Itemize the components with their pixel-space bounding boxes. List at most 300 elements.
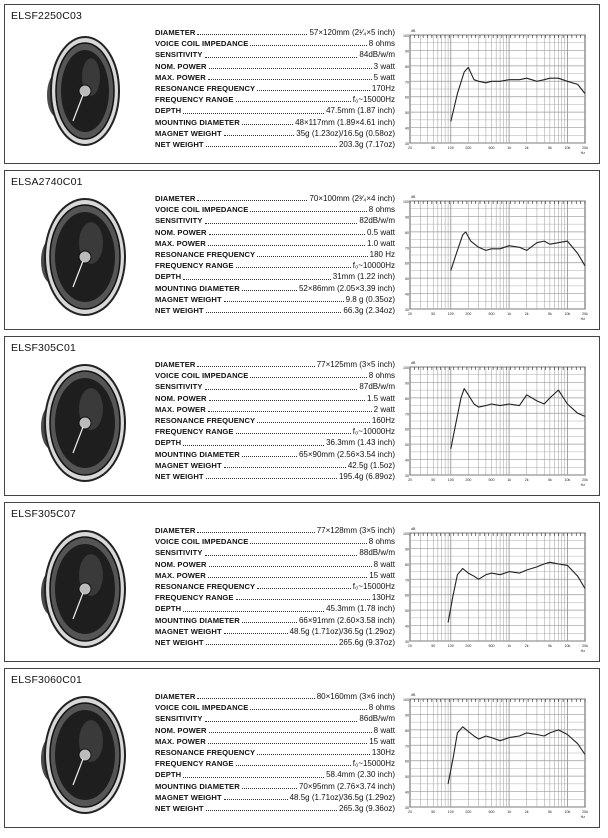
leader-dots — [250, 709, 366, 710]
spec-label: NET WEIGHT — [155, 306, 204, 316]
leader-dots — [257, 90, 370, 91]
speaker-illustration — [27, 525, 137, 653]
speaker-illustration — [27, 691, 137, 819]
spec-label: RESONANCE FREQUENCY — [155, 250, 256, 260]
leader-dots — [250, 45, 366, 46]
spec-value: 8 ohms — [368, 537, 395, 547]
oval-speaker-photo-icon — [27, 691, 137, 819]
spec-label: MAX. POWER — [155, 570, 206, 580]
spec-label: MOUNTING DIAMETER — [155, 283, 240, 293]
leader-dots — [242, 290, 297, 291]
y-tick-label: 30 — [405, 308, 409, 312]
spec-value: 15 watt — [369, 736, 395, 746]
spec-label: DEPTH — [155, 770, 182, 780]
spec-value: 180 Hz — [369, 250, 395, 260]
spec-row — [155, 758, 395, 769]
leader-dots — [209, 732, 372, 733]
spec-row — [155, 227, 395, 238]
leader-dots — [197, 34, 307, 35]
leader-dots — [242, 622, 297, 623]
spec-value: 70×100mm (2³⁄₄×4 inch) — [309, 194, 395, 203]
leader-dots — [208, 743, 367, 744]
model-number: ELSF305C01 — [11, 342, 77, 354]
y-tick-label: 70 — [405, 412, 409, 417]
x-tick-label: 20 — [408, 810, 412, 814]
spec-label: RESONANCE FREQUENCY — [155, 84, 256, 94]
x-tick-label: 500 — [488, 810, 495, 814]
spec-value: 0.5 watt — [366, 227, 395, 237]
spec-value: 58.4mm (2.30 inch) — [326, 770, 395, 780]
spec-label: VOICE COIL IMPEDANCE — [155, 371, 249, 381]
spec-label: VOICE COIL IMPEDANCE — [155, 39, 249, 49]
x-tick-label: 500 — [488, 312, 495, 316]
spec-label: DIAMETER — [155, 194, 196, 203]
x-tick-label: 1k — [507, 478, 512, 482]
y-tick-label: 40 — [405, 624, 409, 629]
spec-row — [155, 117, 395, 128]
spec-label: RESONANCE FREQUENCY — [155, 416, 256, 426]
oval-speaker-photo-icon — [27, 525, 137, 653]
spec-row — [155, 305, 395, 316]
spec-value: 15 watt — [369, 570, 395, 580]
y-tick-label: 40 — [405, 790, 409, 795]
spec-row — [155, 437, 395, 448]
leader-dots — [209, 234, 365, 235]
frequency-response-chart — [400, 357, 595, 487]
spec-label: DIAMETER — [155, 692, 196, 701]
y-tick-label: 90 — [405, 381, 409, 386]
y-unit-label: dB — [411, 527, 416, 531]
spec-row — [155, 128, 395, 139]
spec-label: DEPTH — [155, 106, 182, 116]
leader-dots — [257, 754, 370, 755]
spec-label: MAX. POWER — [155, 238, 206, 248]
y-tick-label: 80 — [405, 728, 409, 733]
x-tick-label: 10k — [564, 312, 571, 316]
chart-svg — [400, 191, 595, 321]
y-tick-label: 60 — [405, 593, 409, 598]
leader-dots — [206, 644, 337, 645]
leader-dots — [236, 267, 351, 268]
spec-value: 65×90mm (2.56×3.54 inch) — [298, 449, 395, 459]
spec-row — [155, 283, 395, 294]
x-unit-label: Hz — [580, 815, 585, 819]
x-tick-label: 50 — [431, 478, 436, 482]
spec-row — [155, 404, 395, 415]
model-number: ELSF2250C03 — [11, 10, 83, 22]
leader-dots — [236, 101, 351, 102]
y-tick-label: 60 — [405, 759, 409, 764]
leader-dots — [197, 698, 314, 699]
spec-row — [155, 603, 395, 614]
x-tick-label: 500 — [488, 644, 495, 648]
spec-value: 88dB/w/m — [359, 548, 395, 558]
spec-label: MAGNET WEIGHT — [155, 460, 222, 470]
spec-value: f₀~15000Hz — [352, 759, 395, 769]
spec-label: RESONANCE FREQUENCY — [155, 748, 256, 758]
x-tick-label: 50 — [431, 810, 436, 814]
x-unit-label: Hz — [580, 151, 585, 155]
spec-label: NOM. POWER — [155, 61, 207, 71]
leader-dots — [236, 599, 370, 600]
spec-row — [155, 547, 395, 558]
spec-value: 47.5mm (1.87 inch) — [326, 106, 395, 116]
leader-dots — [208, 411, 372, 412]
spec-list — [155, 525, 395, 648]
x-tick-label: 20 — [408, 478, 412, 482]
spec-row — [155, 792, 395, 803]
spec-row — [155, 139, 395, 150]
x-tick-label: 2k — [524, 644, 529, 648]
y-tick-label: 40 — [405, 292, 409, 297]
spec-label: DEPTH — [155, 272, 182, 282]
spec-row — [155, 61, 395, 72]
spec-row — [155, 803, 395, 814]
spec-label: DEPTH — [155, 604, 182, 614]
x-tick-label: 5k — [547, 810, 552, 814]
leader-dots — [197, 200, 307, 201]
x-tick-label: 10k — [564, 146, 571, 150]
y-tick-label: 80 — [405, 562, 409, 567]
chart-svg — [400, 25, 595, 155]
spec-row — [155, 460, 395, 471]
leader-dots — [205, 57, 358, 58]
spec-label: FREQUENCY RANGE — [155, 427, 234, 437]
leader-dots — [183, 445, 324, 446]
spec-label: SENSITIVITY — [155, 216, 203, 226]
spec-label: FREQUENCY RANGE — [155, 593, 234, 603]
spec-label: MAX. POWER — [155, 72, 206, 82]
spec-value: f₀~10000Hz — [352, 427, 395, 437]
spec-label: SENSITIVITY — [155, 714, 203, 724]
x-tick-label: 20k — [582, 478, 588, 482]
spec-value: 203.3g (7.17oz) — [338, 140, 395, 150]
spec-row — [155, 449, 395, 460]
spec-value: 5 watt — [373, 72, 395, 82]
leader-dots — [224, 135, 295, 136]
leader-dots — [183, 611, 324, 612]
leader-dots — [257, 588, 351, 589]
leader-dots — [250, 211, 366, 212]
spec-label: NOM. POWER — [155, 227, 207, 237]
spec-row — [155, 747, 395, 758]
x-unit-label: Hz — [580, 483, 585, 487]
spec-row — [155, 637, 395, 648]
x-tick-label: 1k — [507, 810, 512, 814]
speaker-card — [4, 668, 600, 828]
spec-row — [155, 38, 395, 49]
y-tick-label: 70 — [405, 246, 409, 251]
spec-label: MOUNTING DIAMETER — [155, 449, 240, 459]
spec-value: 8 watt — [373, 559, 395, 569]
frequency-response-chart — [400, 25, 595, 155]
spec-value: 80×160mm (3×6 inch) — [316, 692, 395, 701]
spec-value: 48.5g (1.71oz)/36.5g (1.29oz) — [289, 626, 395, 636]
y-tick-label: 100 — [403, 200, 409, 204]
leader-dots — [183, 279, 331, 280]
spec-label: VOICE COIL IMPEDANCE — [155, 205, 249, 215]
x-tick-label: 5k — [547, 478, 552, 482]
leader-dots — [205, 389, 358, 390]
spec-label: MAGNET WEIGHT — [155, 128, 222, 138]
x-tick-label: 50 — [431, 312, 436, 316]
spec-label: RESONANCE FREQUENCY — [155, 582, 256, 592]
y-tick-label: 50 — [405, 111, 409, 116]
speaker-illustration — [27, 359, 137, 487]
spec-value: 48.5g (1.71oz)/36.5g (1.29oz) — [289, 792, 395, 802]
spec-row — [155, 725, 395, 736]
spec-value: 8 ohms — [368, 703, 395, 713]
spec-row — [155, 581, 395, 592]
spec-value: 195.4g (6.89oz) — [338, 472, 395, 482]
chart-svg — [400, 689, 595, 819]
spec-list — [155, 27, 395, 150]
x-tick-label: 10k — [564, 478, 571, 482]
spec-label: VOICE COIL IMPEDANCE — [155, 703, 249, 713]
leader-dots — [224, 301, 344, 302]
leader-dots — [250, 377, 366, 378]
spec-label: MOUNTING DIAMETER — [155, 117, 240, 127]
spec-row — [155, 193, 395, 204]
leader-dots — [242, 788, 297, 789]
spec-label: MAX. POWER — [155, 404, 206, 414]
spec-row — [155, 592, 395, 603]
y-unit-label: dB — [411, 195, 416, 199]
leader-dots — [236, 765, 351, 766]
spec-row — [155, 426, 395, 437]
spec-label: NET WEIGHT — [155, 638, 204, 648]
y-tick-label: 70 — [405, 80, 409, 85]
spec-label: FREQUENCY RANGE — [155, 261, 234, 271]
spec-value: 52×86mm (2.05×3.39 inch) — [298, 283, 395, 293]
speaker-card — [4, 170, 600, 330]
y-tick-label: 100 — [403, 698, 409, 702]
leader-dots — [206, 146, 337, 147]
x-tick-label: 200 — [465, 312, 472, 316]
x-tick-label: 20k — [582, 810, 588, 814]
spec-label: SENSITIVITY — [155, 548, 203, 558]
x-tick-label: 100 — [447, 644, 454, 648]
leader-dots — [197, 366, 314, 367]
leader-dots — [208, 79, 372, 80]
spec-label: FREQUENCY RANGE — [155, 95, 234, 105]
leader-dots — [206, 478, 337, 479]
spec-list — [155, 691, 395, 814]
leader-dots — [224, 799, 288, 800]
x-unit-label: Hz — [580, 649, 585, 653]
leader-dots — [183, 777, 324, 778]
x-tick-label: 20k — [582, 146, 588, 150]
x-tick-label: 200 — [465, 810, 472, 814]
spec-value: 8 ohms — [368, 205, 395, 215]
y-tick-label: 30 — [405, 640, 409, 644]
spec-list — [155, 359, 395, 482]
y-tick-label: 70 — [405, 744, 409, 749]
spec-value: 265.6g (9.37oz) — [338, 638, 395, 648]
y-tick-label: 100 — [403, 366, 409, 370]
y-tick-label: 40 — [405, 126, 409, 131]
spec-row — [155, 713, 395, 724]
chart-svg — [400, 357, 595, 487]
x-tick-label: 50 — [431, 644, 436, 648]
spec-row — [155, 570, 395, 581]
model-number: ELSF3060C01 — [11, 674, 83, 686]
leader-dots — [209, 400, 365, 401]
y-tick-label: 50 — [405, 609, 409, 614]
spec-value: 84dB/w/m — [359, 50, 395, 60]
leader-dots — [205, 555, 358, 556]
spec-row — [155, 105, 395, 116]
spec-value: 66×91mm (2.60×3.58 inch) — [298, 615, 395, 625]
spec-row — [155, 370, 395, 381]
spec-row — [155, 359, 395, 370]
spec-value: 130Hz — [371, 593, 395, 603]
spec-row — [155, 736, 395, 747]
spec-list — [155, 193, 395, 316]
speaker-card — [4, 502, 600, 662]
x-tick-label: 500 — [488, 478, 495, 482]
spec-row — [155, 204, 395, 215]
spec-value: 77×128mm (3×5 inch) — [316, 526, 395, 535]
spec-row — [155, 536, 395, 547]
dust-cap — [79, 417, 91, 429]
model-number: ELSA2740C01 — [11, 176, 83, 188]
speaker-card — [4, 336, 600, 496]
spec-row — [155, 294, 395, 305]
spec-value: 8 ohms — [368, 371, 395, 381]
leader-dots — [236, 433, 351, 434]
spec-row — [155, 271, 395, 282]
spec-row — [155, 260, 395, 271]
spec-value: 265.3g (9.36oz) — [338, 804, 395, 814]
speaker-card — [4, 4, 600, 164]
y-tick-label: 60 — [405, 95, 409, 100]
x-tick-label: 5k — [547, 312, 552, 316]
spec-row — [155, 691, 395, 702]
y-tick-label: 50 — [405, 277, 409, 282]
leader-dots — [205, 721, 358, 722]
leader-dots — [209, 566, 372, 567]
spec-label: MAX. POWER — [155, 736, 206, 746]
spec-row — [155, 769, 395, 780]
spec-value: 8 watt — [373, 725, 395, 735]
x-tick-label: 1k — [507, 644, 512, 648]
spec-value: 77×125mm (3×5 inch) — [316, 360, 395, 369]
y-tick-label: 60 — [405, 261, 409, 266]
leader-dots — [209, 68, 372, 69]
leader-dots — [242, 456, 297, 457]
y-tick-label: 100 — [403, 34, 409, 38]
spec-row — [155, 249, 395, 260]
chart-svg — [400, 523, 595, 653]
spec-label: FREQUENCY RANGE — [155, 759, 234, 769]
spec-label: NET WEIGHT — [155, 140, 204, 150]
x-tick-label: 5k — [547, 644, 552, 648]
spec-label: MAGNET WEIGHT — [155, 294, 222, 304]
x-tick-label: 100 — [447, 478, 454, 482]
spec-label: SENSITIVITY — [155, 382, 203, 392]
x-tick-label: 500 — [488, 146, 495, 150]
spec-row — [155, 415, 395, 426]
leader-dots — [257, 256, 367, 257]
spec-value: 1.5 watt — [366, 393, 395, 403]
leader-dots — [205, 223, 358, 224]
leader-dots — [197, 532, 314, 533]
leader-dots — [242, 124, 293, 125]
y-tick-label: 70 — [405, 578, 409, 583]
spec-row — [155, 215, 395, 226]
spec-row — [155, 381, 395, 392]
spec-value: 160Hz — [371, 416, 395, 426]
x-tick-label: 2k — [524, 312, 529, 316]
leader-dots — [208, 577, 367, 578]
x-tick-label: 1k — [507, 146, 512, 150]
spec-value: 9.8 g (0.35oz) — [345, 294, 395, 304]
spec-row — [155, 471, 395, 482]
spec-label: SENSITIVITY — [155, 50, 203, 60]
spec-value: 170Hz — [371, 84, 395, 94]
spec-label: DEPTH — [155, 438, 182, 448]
x-tick-label: 20 — [408, 644, 412, 648]
spec-label: NOM. POWER — [155, 559, 207, 569]
y-tick-label: 90 — [405, 49, 409, 54]
y-tick-label: 90 — [405, 215, 409, 220]
spec-value: 1.0 watt — [366, 238, 395, 248]
y-tick-label: 40 — [405, 458, 409, 463]
spec-label: DIAMETER — [155, 360, 196, 369]
spec-label: NET WEIGHT — [155, 472, 204, 482]
spec-value: 35g (1.23oz)/16.5g (0.58oz) — [296, 128, 395, 138]
spec-value: 82dB/w/m — [359, 216, 395, 226]
y-tick-label: 90 — [405, 713, 409, 718]
y-tick-label: 80 — [405, 396, 409, 401]
x-tick-label: 20 — [408, 312, 412, 316]
y-tick-label: 60 — [405, 427, 409, 432]
x-tick-label: 100 — [447, 146, 454, 150]
y-tick-label: 50 — [405, 443, 409, 448]
spec-row — [155, 702, 395, 713]
x-tick-label: 20k — [582, 644, 588, 648]
spec-label: DIAMETER — [155, 526, 196, 535]
spec-row — [155, 525, 395, 536]
x-tick-label: 100 — [447, 312, 454, 316]
spec-label: MAGNET WEIGHT — [155, 626, 222, 636]
spec-value: 3 watt — [373, 61, 395, 71]
spec-row — [155, 83, 395, 94]
frequency-response-chart — [400, 191, 595, 321]
leader-dots — [206, 810, 337, 811]
spec-row — [155, 49, 395, 60]
x-tick-label: 20 — [408, 146, 412, 150]
x-tick-label: 2k — [524, 810, 529, 814]
x-tick-label: 50 — [431, 146, 436, 150]
speaker-illustration — [27, 27, 137, 155]
y-tick-label: 30 — [405, 806, 409, 810]
x-tick-label: 10k — [564, 644, 571, 648]
spec-value: f₀~10000Hz — [352, 261, 395, 271]
dust-cap — [79, 583, 91, 595]
spec-label: DIAMETER — [155, 28, 196, 37]
x-tick-label: 200 — [465, 644, 472, 648]
y-tick-label: 30 — [405, 474, 409, 478]
spec-value: 70×95mm (2.76×3.74 inch) — [298, 781, 395, 791]
x-unit-label: Hz — [580, 317, 585, 321]
spec-label: NOM. POWER — [155, 393, 207, 403]
x-tick-label: 200 — [465, 478, 472, 482]
model-number: ELSF305C07 — [11, 508, 77, 520]
y-unit-label: dB — [411, 361, 416, 365]
spec-row — [155, 94, 395, 105]
